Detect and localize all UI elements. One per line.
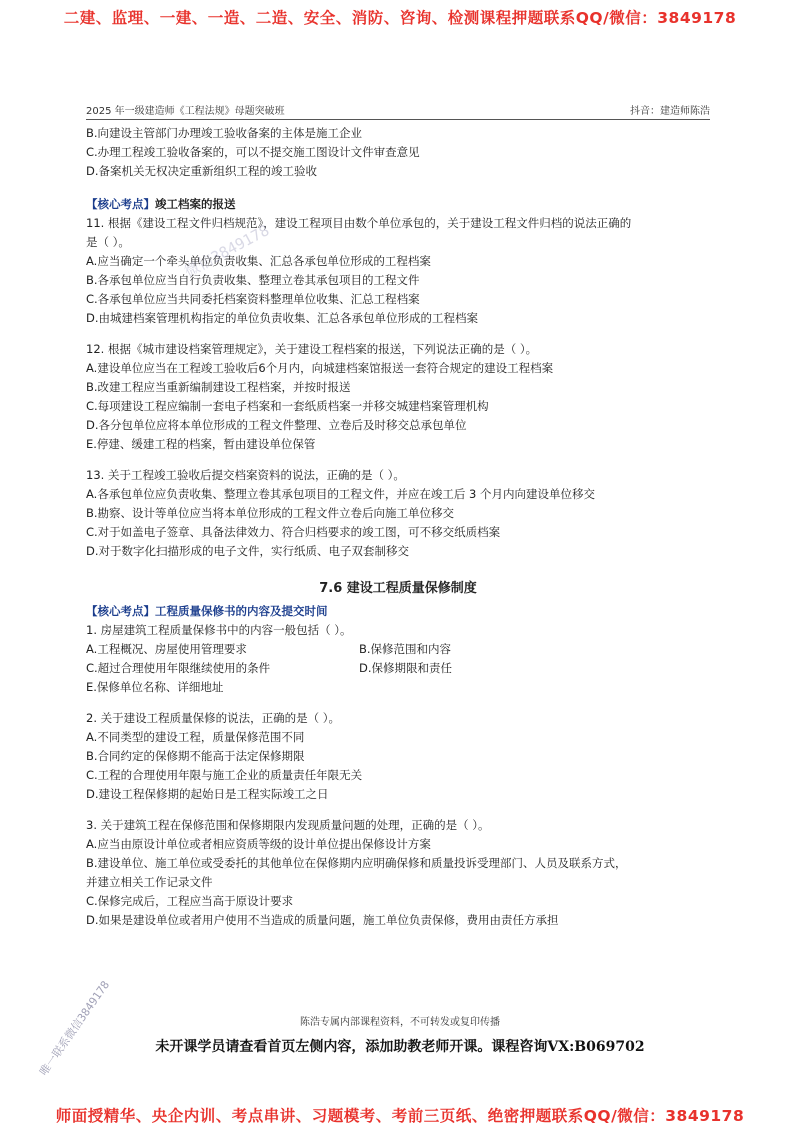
topic-label: 【核心考点】 <box>86 604 155 618</box>
topic-label: 【核心考点】 <box>86 197 155 211</box>
option-line: E.保修单位名称、详细地址 <box>86 680 224 694</box>
question-stem: 11. 根据《建设工程文件归档规范》，建设工程项目由数个单位承包的，关于建设工程文件归档的说法正确的 <box>86 216 632 230</box>
option-line: A.工程概况、房屋使用管理要求 <box>86 642 247 656</box>
page-header <box>86 102 710 120</box>
core-topic-heading <box>86 195 710 214</box>
question-1 <box>86 621 710 697</box>
option-line: D.建设工程保修期的起始日是工程实际竣工之日 <box>86 787 329 801</box>
watermark: 微信3849178 <box>181 221 273 281</box>
question-stem: 3. 关于建筑工程在保修范围和保修期限内发现质量问题的处理，正确的是（ ）。 <box>86 818 490 832</box>
footer-notice: 未开课学员请查看首页左侧内容，添加助教老师开课。课程咨询VX:B069702 <box>155 1039 645 1055</box>
bottom-banner: 师面授精华、央企内训、考点串讲、习题模考、考前三页纸、绝密押题联系QQ/微信：3849178 <box>55 1107 745 1125</box>
option-line: C.保修完成后，工程应当高于原设计要求 <box>86 894 294 908</box>
option-line: D.由城建档案管理机构指定的单位负责收集、汇总各承包单位形成的工程档案 <box>86 311 479 325</box>
option-line: B.保修范围和内容 <box>359 642 452 656</box>
question-12 <box>86 340 710 454</box>
option-line: E.停建、缓建工程的档案，暂由建设单位保管 <box>86 437 316 451</box>
option-line: B.建设单位、施工单位或受委托的其他单位在保修期内应明确保修和质量投诉受理部门、人员及联系方式， <box>86 856 627 870</box>
option-line: C.办理工程竣工验收备案的，可以不提交施工图设计文件审查意见 <box>86 145 420 159</box>
option-line: A.应当确定一个牵头单位负责收集、汇总各承包单位形成的工程档案 <box>86 254 431 268</box>
question-stem: 12. 根据《城市建设档案管理规定》，关于建设工程档案的报送，下列说法正确的是（ ）。 <box>86 342 538 356</box>
question-2 <box>86 709 710 804</box>
option-line: B.向建设主管部门办理竣工验收备案的主体是施工企业 <box>86 126 363 140</box>
topic-text: 竣工档案的报送 <box>155 197 236 211</box>
question-3 <box>86 816 710 930</box>
option-line: C.工程的合理使用年限与施工企业的质量责任年限无关 <box>86 768 363 782</box>
option-line: D.备案机关无权决定重新组织工程的竣工验收 <box>86 164 318 178</box>
document-page <box>86 102 710 930</box>
option-line: B.各承包单位应当自行负责收集、整理立卷其承包项目的工程文件 <box>86 273 420 287</box>
question-13 <box>86 466 710 561</box>
option-line: C.各承包单位应当共同委托档案资料整理单位收集、汇总工程档案 <box>86 292 420 306</box>
top-banner: 二建、监理、一建、一造、二造、安全、消防、咨询、检测课程押题联系QQ/微信：3849178 <box>63 9 737 27</box>
option-line: A.建设单位应当在工程竣工验收后6个月内，向城建档案馆报送一套符合规定的建设工程档案 <box>86 361 554 375</box>
footer-note: 陈浩专属内部课程资料，不可转发或复印传播 <box>300 1017 500 1028</box>
option-line: C.对于如盖电子签章、具备法律效力、符合归档要求的竣工图，可不移交纸质档案 <box>86 525 501 539</box>
option-line: B.勘察、设计等单位应当将本单位形成的工程文件立卷后向施工单位移交 <box>86 506 455 520</box>
option-line: D.保修期限和责任 <box>359 661 453 675</box>
question-stem: 1. 房屋建筑工程质量保修书中的内容一般包括（ ）。 <box>86 623 352 637</box>
option-line: D.各分包单位应将本单位形成的工程文件整理、立卷后及时移交总承包单位 <box>86 418 467 432</box>
question-stem: 2. 关于建设工程质量保修的说法，正确的是（ ）。 <box>86 711 341 725</box>
option-line: B.合同约定的保修期不能高于法定保修期限 <box>86 749 305 763</box>
intro-options <box>86 124 710 181</box>
option-line: D.如果是建设单位或者用户使用不当造成的质量问题，施工单位负责保修，费用由责任方承担 <box>86 913 559 927</box>
question-11 <box>86 214 710 328</box>
watermark-corner: 唯一联系微信3849178 <box>37 978 113 1079</box>
option-line: C.超过合理使用年限继续使用的条件 <box>86 661 271 675</box>
option-line: D.对于数字化扫描形成的电子文件，实行纸质、电子双套制移交 <box>86 544 410 558</box>
header-author: 抖音：建造师陈浩 <box>630 106 710 117</box>
option-line: A.应当由原设计单位或者相应资质等级的设计单位提出保修设计方案 <box>86 837 431 851</box>
option-line: A.各承包单位应负责收集、整理立卷其承包项目的工程文件，并应在竣工后 3 个月内向建设单位移交 <box>86 487 595 501</box>
option-line: B.改建工程应当重新编制建设工程档案，并按时报送 <box>86 380 351 394</box>
header-title: 2025 年一级建造师《工程法规》母题突破班 <box>86 106 285 117</box>
question-stem-cont: 是（ ）。 <box>86 235 130 249</box>
option-line: C.每项建设工程应编制一套电子档案和一套纸质档案一并移交城建档案管理机构 <box>86 399 489 413</box>
option-line-cont: 并建立相关工作记录文件 <box>86 875 213 889</box>
question-stem: 13. 关于工程竣工验收后提交档案资料的说法，正确的是（ ）。 <box>86 468 405 482</box>
option-line: A.不同类型的建设工程，质量保修范围不同 <box>86 730 305 744</box>
core-topic-heading <box>86 602 710 621</box>
section-title: 7.6 建设工程质量保修制度 <box>319 581 477 596</box>
topic-text: 工程质量保修书的内容及提交时间 <box>155 604 328 618</box>
